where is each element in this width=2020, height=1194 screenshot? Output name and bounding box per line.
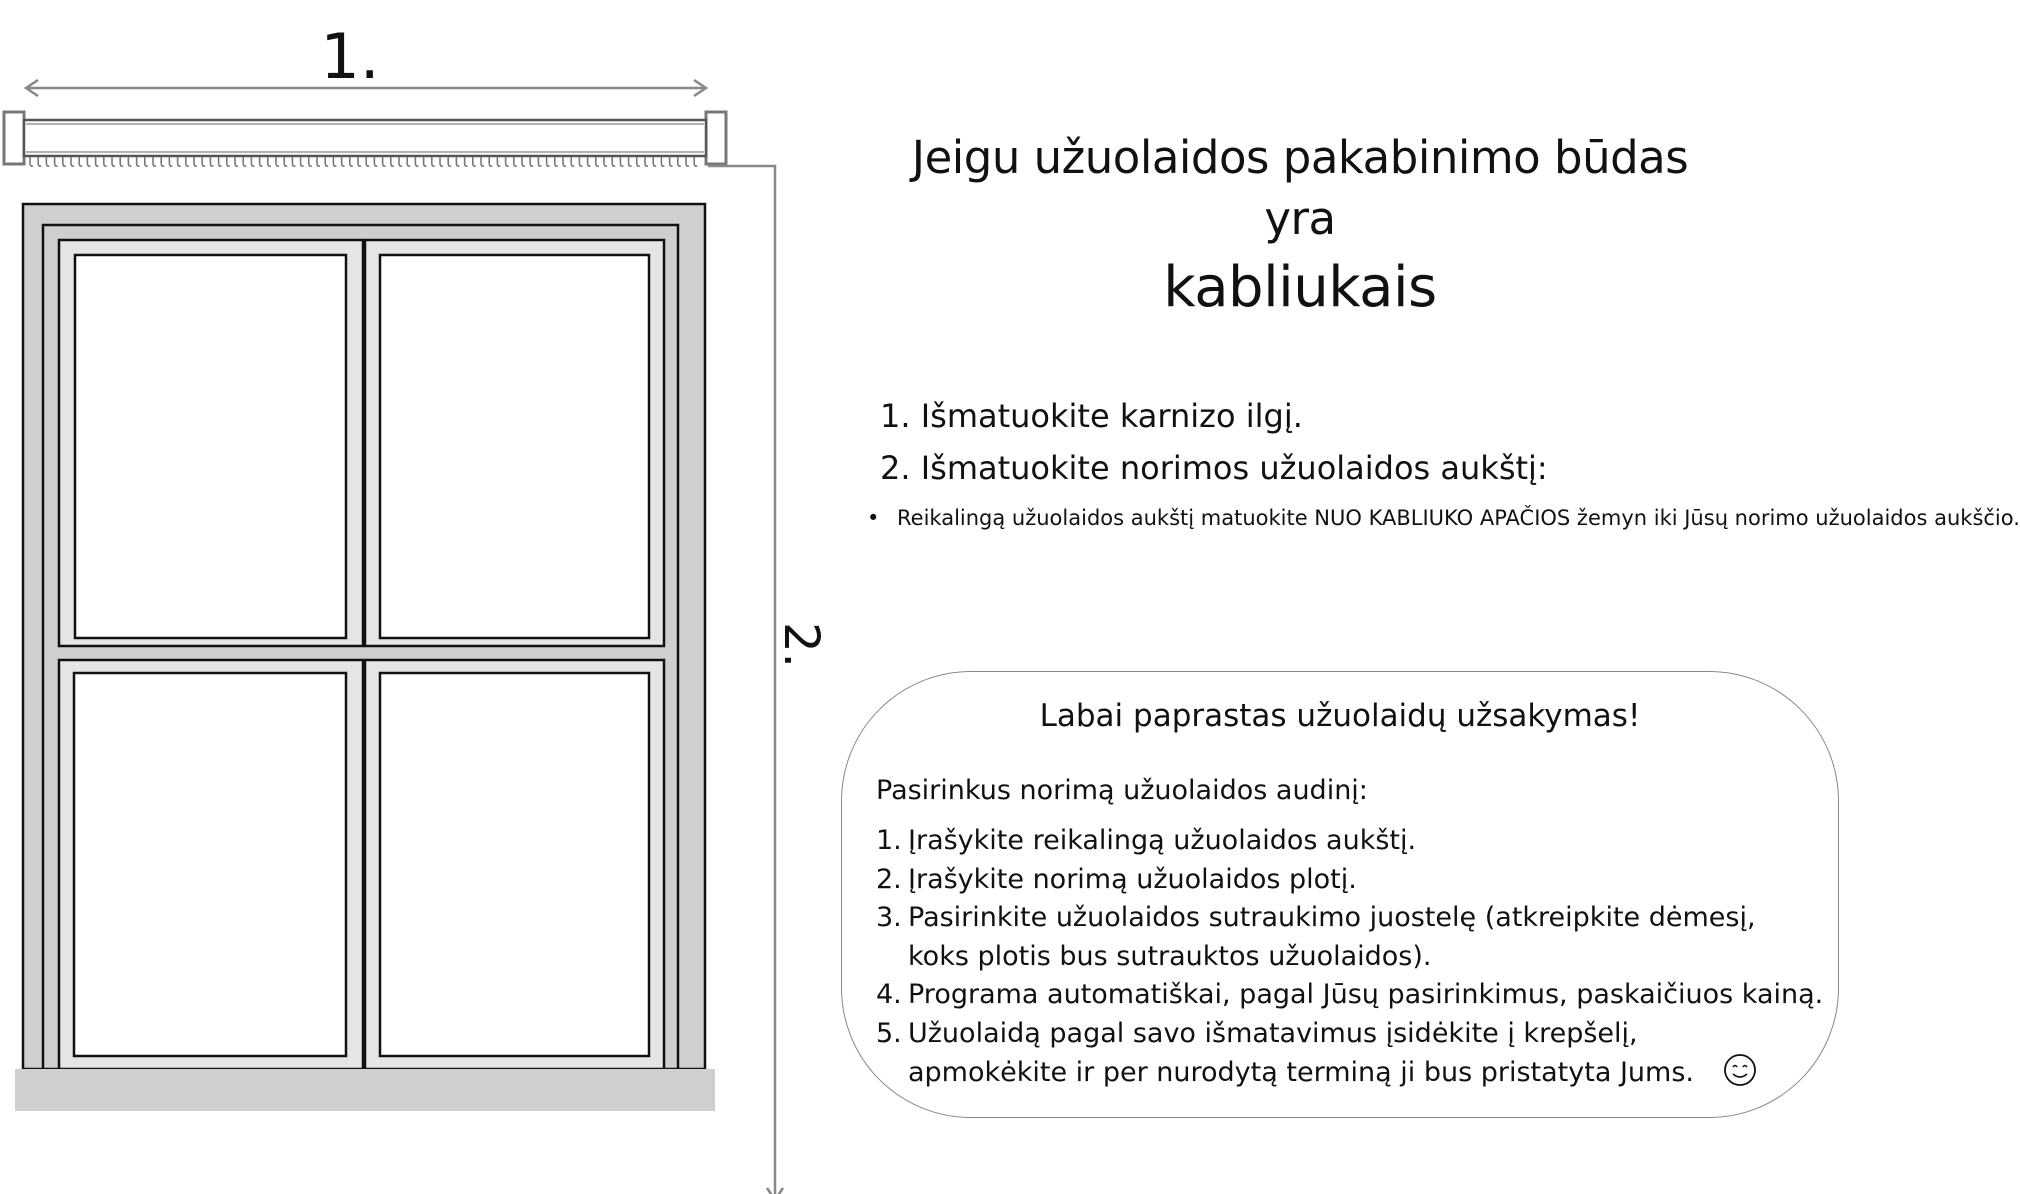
heading-line-2: kabliukais — [1163, 254, 1437, 320]
list-item: 3. Pasirinkite užuolaidos sutraukimo juostelę (atkreipkite dėmesį, koks plotis bus sutrauktos užuolaidos). — [876, 902, 1756, 972]
list-item: 1. Įrašykite reikalingą užuolaidos aukštį. — [876, 825, 1417, 856]
curtain-rod — [4, 112, 726, 164]
curtain-hooks — [30, 157, 697, 166]
window — [23, 204, 705, 1069]
list-item: 5. Užuolaidą pagal savo išmatavimus įsidėkite į krepšelį, apmokėkite ir per nurodytą terminą ji bus pristatyta Jums. — [876, 1015, 1781, 1093]
window-pane — [380, 255, 649, 638]
window-pane — [380, 673, 649, 1056]
width-dimension-label: 1. — [320, 20, 380, 93]
note-text: Reikalingą užuolaidos aukštį matuokite NUO KABLIUKO APAČIOS žemyn iki Jūsų norimo užuolaidos aukščio. — [897, 506, 2020, 530]
step-item: 2. Išmatuokite norimos užuolaidos aukštį: — [880, 449, 1548, 487]
step-item: 1. Išmatuokite karnizo ilgį. — [880, 397, 1303, 435]
list-item: 4. Programa automatiškai, pagal Jūsų pasirinkimus, paskaičiuos kainą. — [876, 979, 1824, 1010]
order-box-title: Labai paprastas užuolaidų užsakymas! — [1039, 698, 1641, 734]
heading — [880, 128, 1720, 325]
height-dimension-label: 2. — [773, 622, 829, 668]
list-item: 2. Įrašykite norimą užuolaidos plotį. — [876, 863, 1357, 895]
window-pane — [75, 255, 346, 638]
height-dimension-arrow — [708, 166, 783, 1194]
measurement-steps — [880, 390, 1548, 494]
measurement-note — [867, 506, 2020, 530]
window-sill — [15, 1069, 715, 1111]
smiley-face-icon — [1723, 1053, 1757, 1087]
window-pane — [74, 673, 346, 1056]
window-curtain-diagram — [0, 0, 829, 1194]
bullet-icon: • — [867, 506, 880, 530]
heading-line-1: Jeigu užuolaidos pakabinimo būdas yra — [911, 131, 1689, 245]
order-box-intro: Pasirinkus norimą užuolaidos audinį: — [876, 775, 1368, 806]
order-steps-list — [876, 822, 1823, 1093]
order-instructions-box — [841, 671, 1839, 1118]
